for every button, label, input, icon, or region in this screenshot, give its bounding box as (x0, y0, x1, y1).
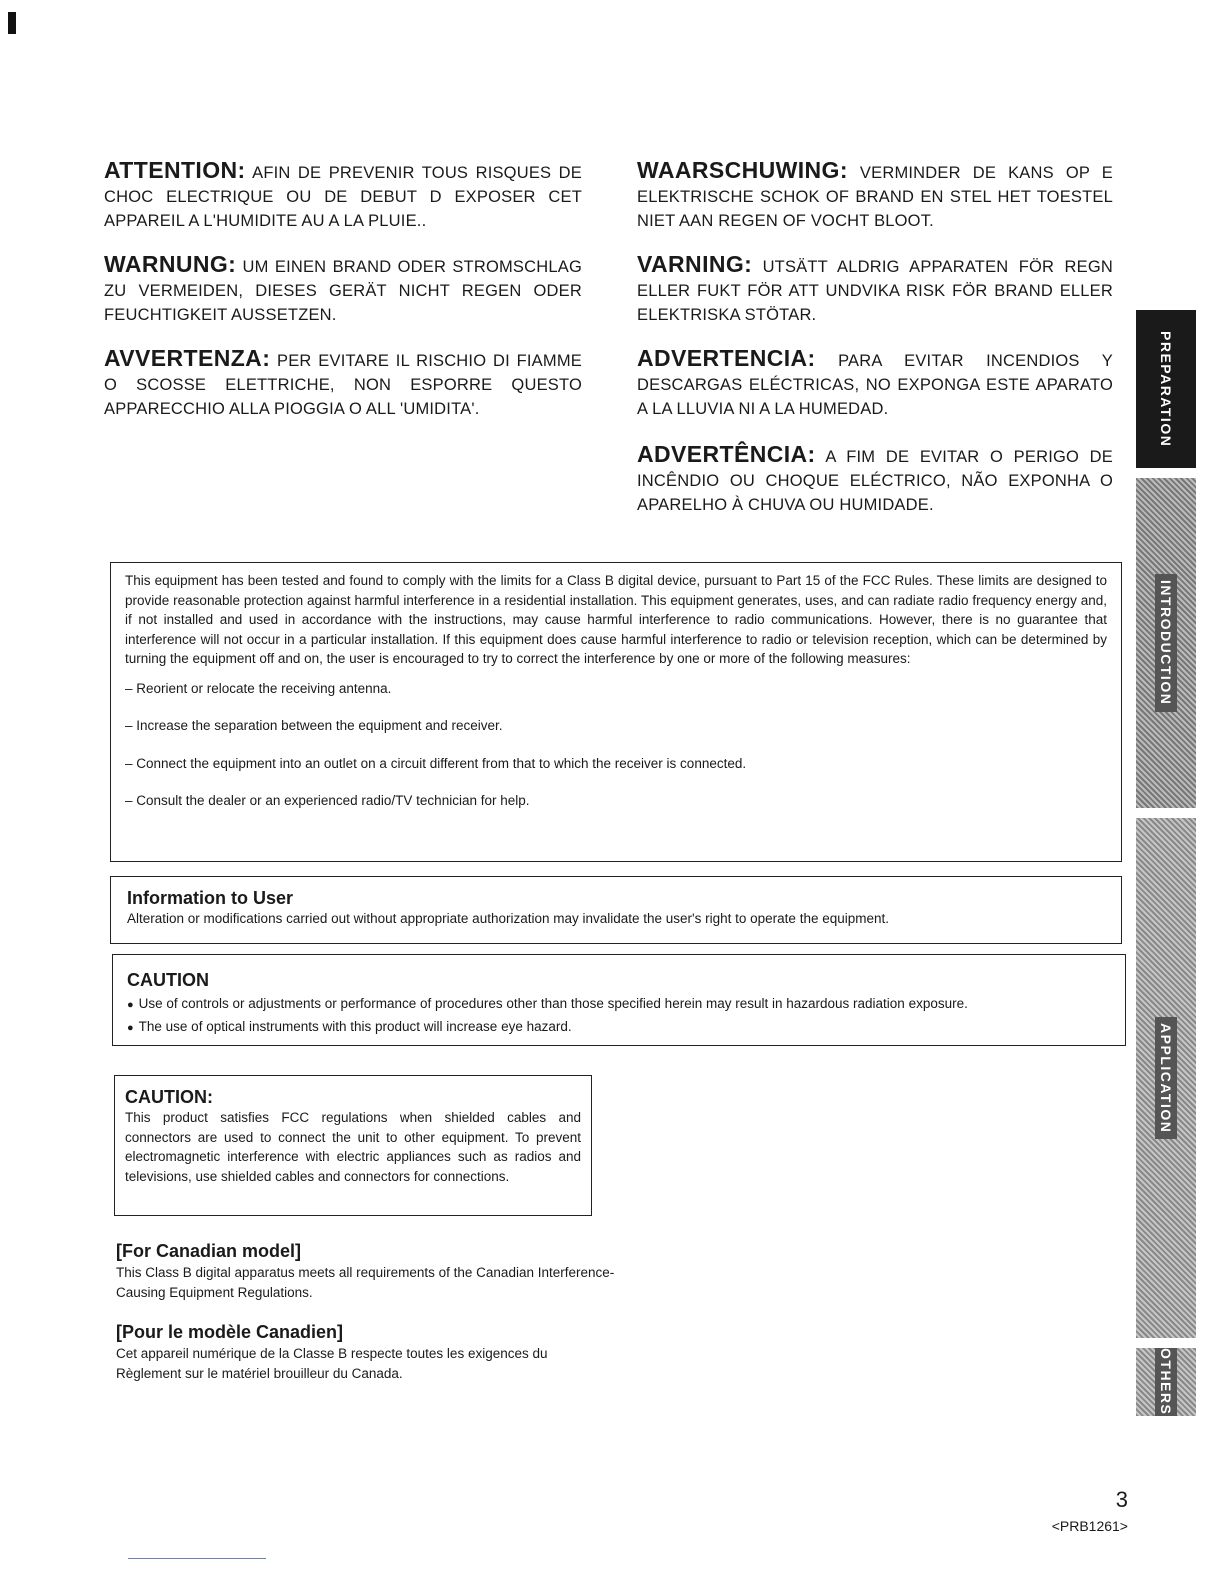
warning-french (104, 158, 582, 233)
warning-text: PER EVITARE IL RISCHIO DI FIAMME O SCOSSE ELETTRICHE, NON ESPORRE QUESTO APPARECCHIO ALLA PIOGGIA O ALL 'UMIDITA'. (104, 352, 582, 418)
warning-heading: ADVERTENCIA: (637, 345, 816, 371)
list-item: – Consult the dealer or an experienced radio/TV technician for help. (125, 793, 530, 808)
caution-title: CAUTION (127, 970, 209, 990)
canadian-fr-title: [Pour le modèle Canadien] (116, 1322, 344, 1342)
tab-others[interactable] (1136, 1348, 1196, 1416)
warning-heading: ADVERTÊNCIA: (637, 441, 816, 467)
list-item: – Increase the separation between the equipment and receiver. (125, 718, 503, 733)
fcc-notice-box (110, 562, 1122, 862)
caution-fcc-cables-box (114, 1075, 592, 1216)
warning-text: VERMINDER DE KANS OP E ELEKTRISCHE SCHOK OF BRAND EN STEL HET TOESTEL NIET AAN REGEN OF VOCHT BLOOT. (637, 164, 1113, 230)
document-code: <PRB1261> (1051, 1518, 1128, 1534)
warning-swedish (637, 252, 1113, 327)
tab-introduction[interactable] (1136, 478, 1196, 808)
caution-item-text: The use of optical instruments with this product will increase eye hazard. (138, 1019, 572, 1034)
warning-text: UM EINEN BRAND ODER STROMSCHLAG ZU VERMEIDEN, DIESES GERÄT NICHT REGEN ODER FEUCHTIGKEIT AUSSETZEN. (104, 258, 582, 324)
warning-heading: ATTENTION: (104, 157, 246, 183)
fcc-intro: This equipment has been tested and found to comply with the limits for a Class B digital device, pursuant to Part 15 of the FCC Rules. These limits are designed to provide reasonable protection against harmful interference in a residential installation. This equipment generates, uses, and can radiate radio frequency energy and, if not installed and used in accordance with the instructions, may cause harmful interference to radio communications. However, there is no guarantee that interference will not occur in a particular installation. If this equipment does cause harmful interference to radio or television reception, which can be determined by turning the equipment off and on, the user is encouraged to try to correct the interference by one or more of the following measures: (125, 573, 1107, 666)
caution-list (127, 993, 1111, 1039)
tab-label: PREPARATION (1158, 330, 1174, 448)
tab-application[interactable] (1136, 818, 1196, 1338)
tab-label: OTHERS (1155, 1348, 1177, 1416)
info-text: Alteration or modifications carried out without appropriate authorization may invalidate the user's right to operate the equipment. (127, 911, 890, 926)
corner-registration-mark (8, 12, 16, 34)
footer-divider (128, 1558, 266, 1559)
tab-label: APPLICATION (1155, 1017, 1177, 1139)
caution-item-text: Use of controls or adjustments or performance of procedures other than those specified herein may result in hazardous radiation exposure. (138, 996, 968, 1011)
warning-german (104, 252, 582, 327)
canadian-fr-text: Cet appareil numérique de la Classe B respecte toutes les exigences du Règlement sur le matériel brouilleur du Canada. (116, 1346, 548, 1381)
warning-text: A FIM DE EVITAR O PERIGO DE INCÊNDIO OU CHOQUE ELÉCTRICO, NÃO EXPONHA O APARELHO À CHUVA OU HUMIDADE. (637, 448, 1113, 514)
warning-dutch (637, 158, 1113, 233)
tab-preparation[interactable] (1136, 310, 1196, 468)
warning-portuguese (637, 442, 1113, 517)
caution-fcc-title: CAUTION: (125, 1087, 213, 1107)
warning-text: AFIN DE PREVENIR TOUS RISQUES DE CHOC ELECTRIQUE OU DE DEBUT D EXPOSER CET APPAREIL A L'HUMIDITE AU A LA PLUIE.. (104, 164, 583, 230)
warning-text: UTSÄTT ALDRIG APPARATEN FÖR REGN ELLER FUKT FÖR ATT UNDVIKA RISK FÖR BRAND ELLER ELEKTRISKA STÖTAR. (637, 258, 1113, 324)
list-item: – Connect the equipment into an outlet on a circuit different from that to which the receiver is connected. (125, 755, 747, 771)
bullet-icon: ● (127, 999, 134, 1011)
canadian-en-title: [For Canadian model] (116, 1241, 302, 1261)
warning-heading: VARNING: (637, 251, 753, 277)
warning-heading: WARNUNG: (104, 251, 237, 277)
caution-fcc-text: This product satisfies FCC regulations when shielded cables and connectors are used to connect the unit to other equipment. To prevent electromagnetic interference with electric appliances such as radios and televisions, use shielded cables and connectors for connections. (125, 1110, 581, 1184)
bullet-icon: ● (127, 1022, 134, 1034)
caution-radiation-box (112, 954, 1126, 1046)
warning-text: PARA EVITAR INCENDIOS Y DESCARGAS ELÉCTRICAS, NO EXPONGA ESTE APARATO A LA LLUVIA NI A LA HUMEDAD. (637, 352, 1113, 418)
fcc-measures-list (125, 679, 1107, 811)
warning-italian (104, 346, 582, 421)
canadian-en-text: This Class B digital apparatus meets all requirements of the Canadian Interference-Causing Equipment Regulations. (116, 1265, 615, 1300)
list-item (127, 993, 1111, 1016)
warning-spanish (637, 346, 1113, 421)
warning-heading: WAARSCHUWING: (637, 157, 848, 183)
list-item: – Reorient or relocate the receiving antenna. (125, 680, 392, 696)
canadian-model-french (116, 1320, 616, 1384)
information-to-user-box (110, 876, 1122, 944)
canadian-model-english (116, 1239, 616, 1303)
list-item (127, 1016, 1111, 1039)
page-number: 3 (1115, 1487, 1128, 1512)
warning-heading: AVVERTENZA: (104, 345, 271, 371)
info-title: Information to User (127, 888, 294, 908)
tab-label: INTRODUCTION (1155, 574, 1177, 711)
